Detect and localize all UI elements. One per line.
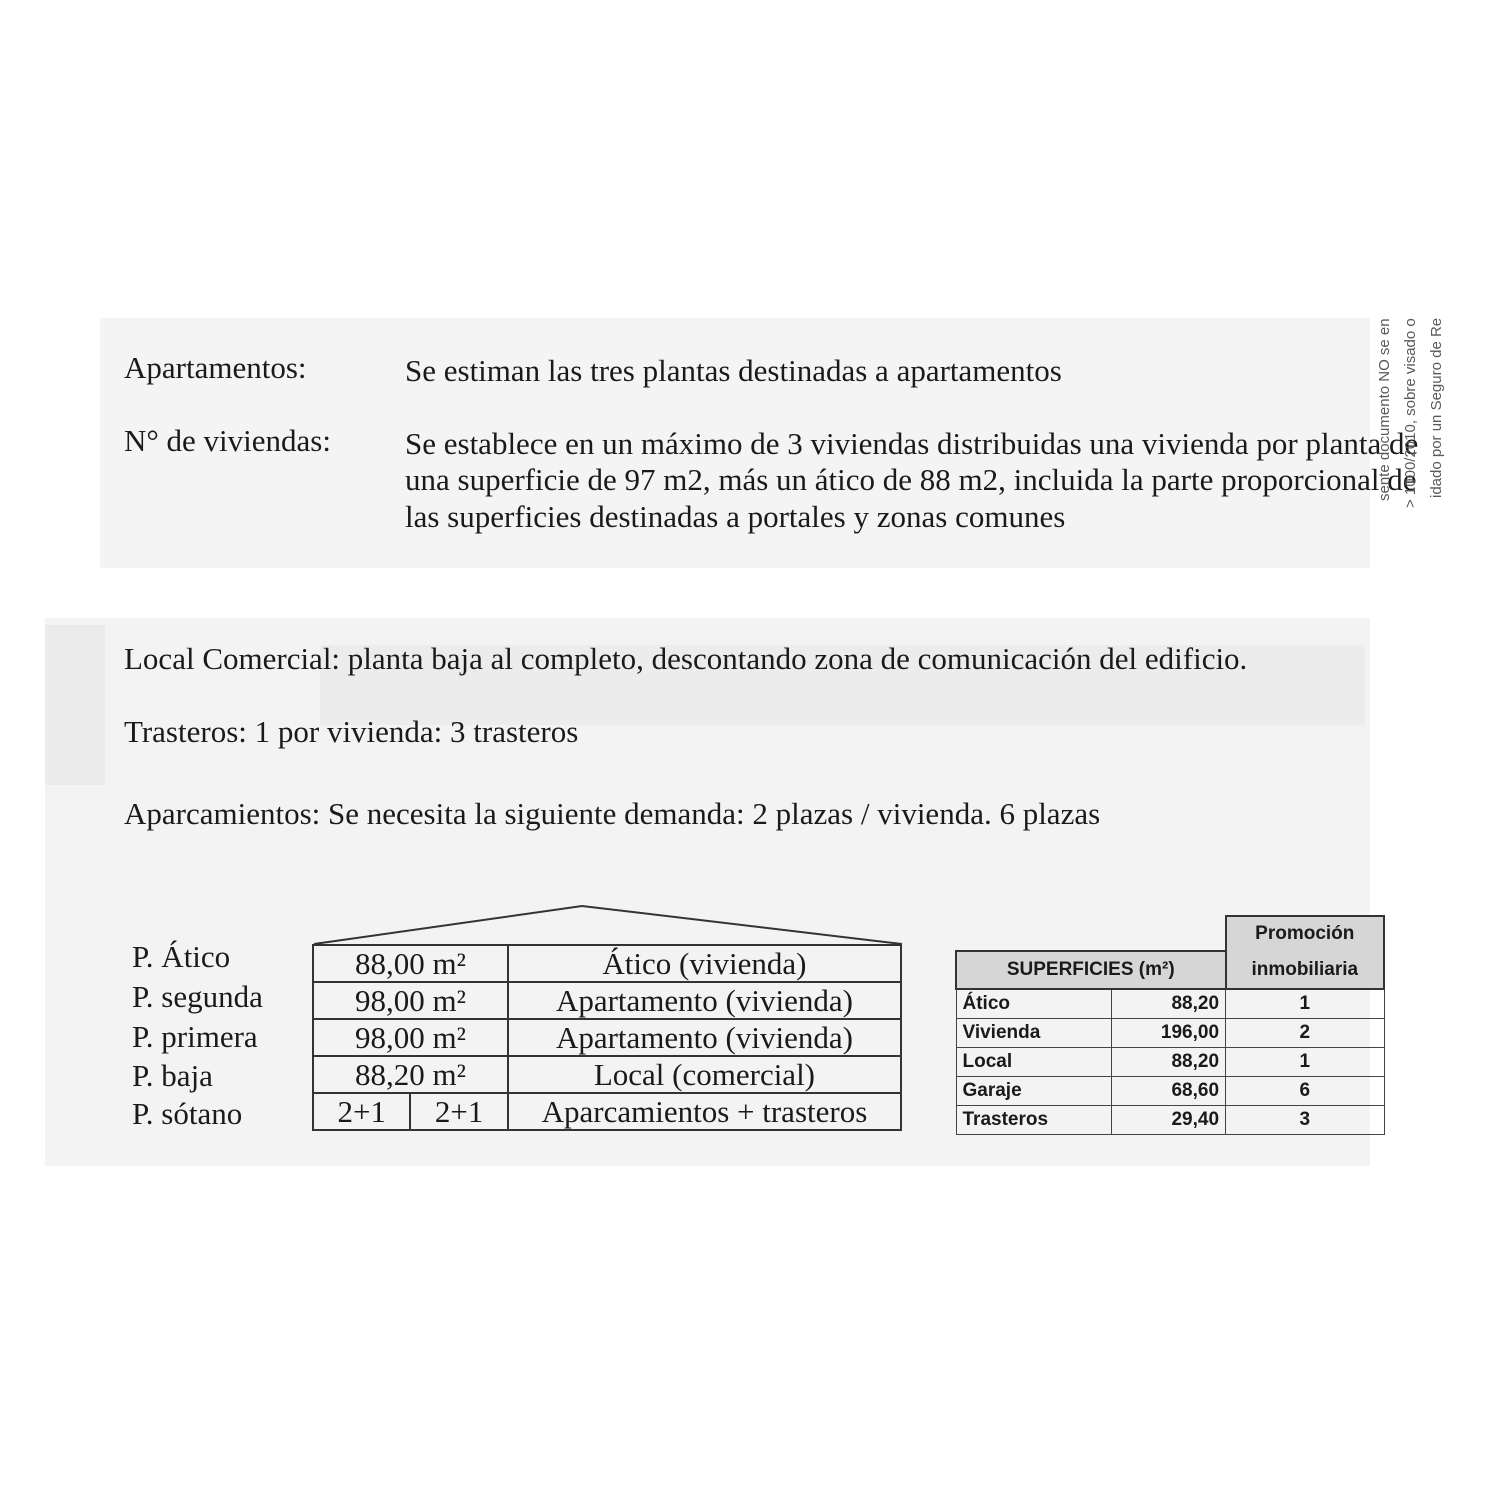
row-area: 68,60 — [1111, 1077, 1225, 1106]
table-row — [956, 1106, 1384, 1135]
floor-row — [313, 1093, 901, 1130]
row-name: Garaje — [956, 1077, 1111, 1106]
table-row — [956, 1019, 1384, 1048]
row-count: 3 — [1226, 1106, 1384, 1135]
surfaces-table — [955, 915, 1385, 1135]
table-row — [956, 1048, 1384, 1077]
aparcamientos-text: Aparcamientos: Se necesita la siguiente demanda: 2 plazas / vivienda. 6 plazas — [124, 796, 1101, 831]
table-row — [956, 1077, 1384, 1106]
floor-label-baja: P. baja — [132, 1058, 213, 1093]
table-row — [956, 989, 1384, 1019]
row-count: 1 — [1226, 989, 1384, 1019]
floor-use: Local (comercial) — [508, 1056, 901, 1093]
floor-label-sotano: P. sótano — [132, 1096, 243, 1131]
floor-row — [313, 945, 901, 982]
header-superficies: SUPERFICIES (m²) — [956, 951, 1226, 989]
header-promocion: Promoción — [1226, 916, 1384, 951]
floor-area: 98,00 m² — [313, 1019, 508, 1056]
row-name: Vivienda — [956, 1019, 1111, 1048]
row-area: 88,20 — [1111, 1048, 1225, 1077]
row-area: 88,20 — [1111, 989, 1225, 1019]
stamp-line-2: > 1000/2010, sobre visado o — [1402, 318, 1419, 508]
viviendas-label: N° de viviendas: — [124, 423, 331, 458]
viviendas-line-3: las superficies destinadas a portales y zonas comunes — [405, 499, 1066, 534]
building-section-diagram — [312, 944, 902, 1131]
floor-area: 88,00 m² — [313, 945, 508, 982]
floor-row — [313, 1056, 901, 1093]
row-name: Local — [956, 1048, 1111, 1077]
floor-use: Apartamento (vivienda) — [508, 1019, 901, 1056]
floor-row — [313, 982, 901, 1019]
row-name: Ático — [956, 989, 1111, 1019]
trasteros-text: Trasteros: 1 por vivienda: 3 trasteros — [124, 714, 579, 749]
stamp-line-3: idado por un Seguro de Re — [1428, 318, 1445, 499]
row-area: 29,40 — [1111, 1106, 1225, 1135]
header-inmobiliaria: inmobiliaria — [1226, 951, 1384, 989]
floor-use: Ático (vivienda) — [508, 945, 901, 982]
local-comercial-text: Local Comercial: planta baja al completo, descontando zona de comunicación del edificio. — [124, 641, 1248, 676]
scan-bleed-left — [45, 625, 105, 785]
row-area: 196,00 — [1111, 1019, 1225, 1048]
apartamentos-text: Se estiman las tres plantas destinadas a apartamentos — [405, 353, 1062, 388]
floor-area: 88,20 m² — [313, 1056, 508, 1093]
viviendas-line-2: una superficie de 97 m2, más un ático de 88 m2, incluida la parte proporcional de — [405, 462, 1417, 497]
floor-use: Aparcamientos + trasteros — [508, 1093, 901, 1130]
row-count: 1 — [1226, 1048, 1384, 1077]
floor-label-atico: P. Ático — [132, 939, 231, 974]
row-count: 6 — [1226, 1077, 1384, 1106]
floor-area-right: 2+1 — [410, 1093, 507, 1130]
vertical-stamp — [1376, 318, 1446, 568]
floor-use: Apartamento (vivienda) — [508, 982, 901, 1019]
row-name: Trasteros — [956, 1106, 1111, 1135]
floor-area-left: 2+1 — [313, 1093, 410, 1130]
floor-area: 98,00 m² — [313, 982, 508, 1019]
floor-label-segunda: P. segunda — [132, 979, 263, 1014]
viviendas-line-1: Se establece en un máximo de 3 viviendas distribuidas una vivienda por planta de — [405, 426, 1419, 461]
floor-row — [313, 1019, 901, 1056]
stamp-line-1: sente documento NO se en — [1376, 318, 1393, 501]
floor-label-primera: P. primera — [132, 1019, 258, 1054]
apartamentos-label: Apartamentos: — [124, 350, 307, 385]
row-count: 2 — [1226, 1019, 1384, 1048]
building-roof — [312, 904, 904, 948]
